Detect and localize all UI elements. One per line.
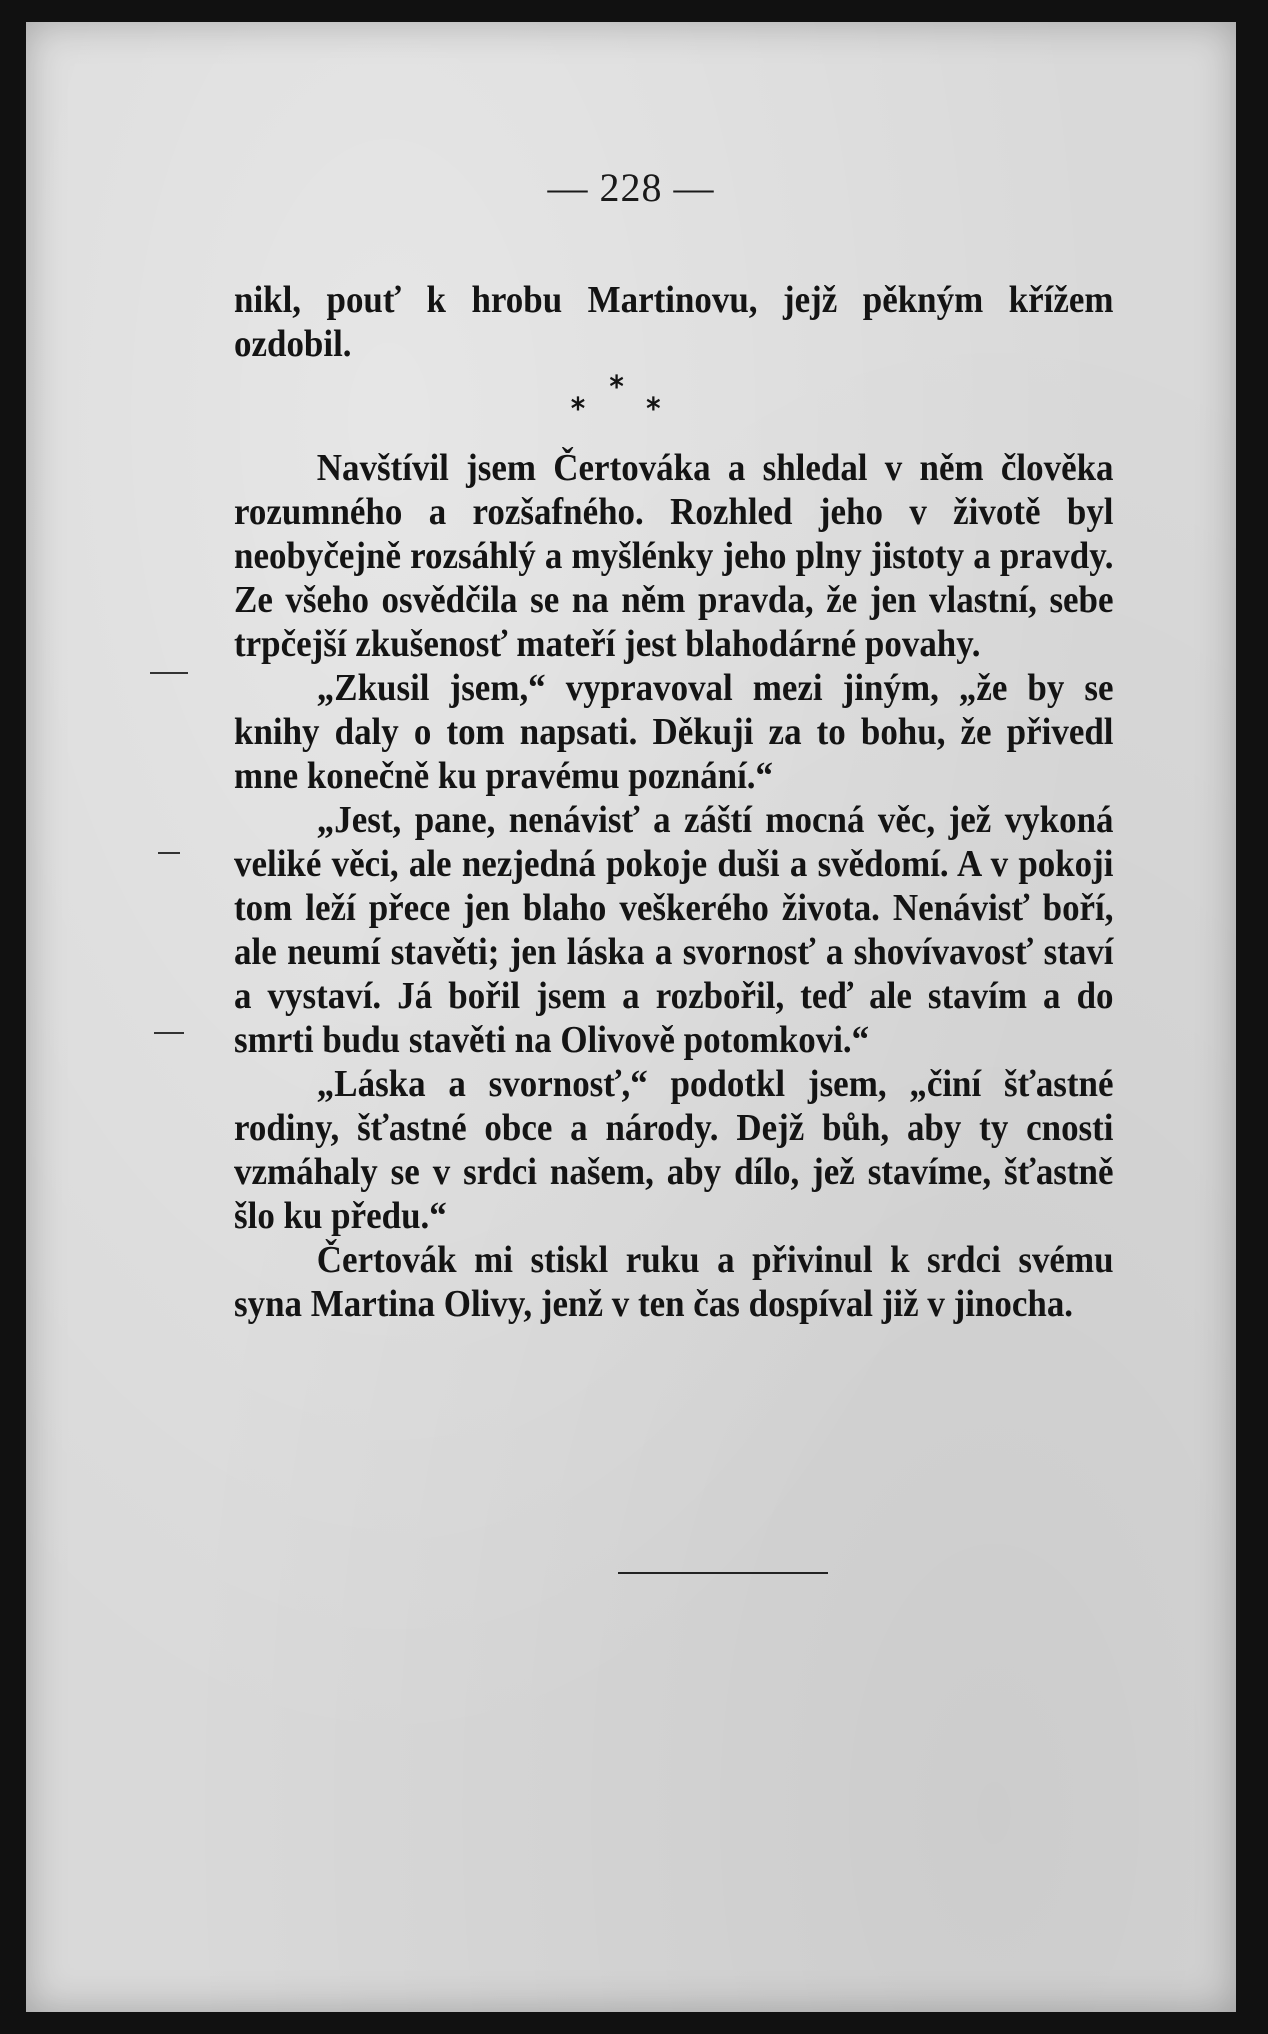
end-rule: [618, 1572, 828, 1574]
paragraph-6: Čertovák mi stiskl ruku a přivinul k srdci svému syna Martina Olivy, jenž v ten čas dospíval již v jinocha.: [234, 1239, 1114, 1325]
book-page: [26, 22, 1236, 2012]
margin-mark: [150, 672, 188, 674]
paragraph-3: „Zkusil jsem,“ vypravoval mezi jiným, „že by se knihy daly o tom napsati. Děkuji za to bohu, že přivedl mne konečně ku pravému poznání.“: [234, 667, 1114, 797]
section-separator: [234, 366, 1114, 446]
paragraph-5: „Láska a svornosť,“ podotkl jsem, „činí šťastné rodiny, šťastné obce a národy. Dejž bůh, aby ty cnosti vzmáhaly se v srdci našem, aby dílo, jež stavíme, šťastně šlo ku předu.“: [234, 1063, 1114, 1237]
asterisk-right: *: [646, 392, 661, 427]
asterisk-left: *: [570, 392, 586, 427]
paragraph-4: „Jest, pane, nenávisť a záští mocná věc, jež vykoná veliké věci, ale nezjedná pokoje duši a svědomí. A v pokoji tom leží přece jen blaho veškerého života. Nenávisť boří, ale neumí stavěti; jen láska a svornosť a shovívavosť staví a vystaví. Já bořil jsem a rozbořil, teď ale stavím a do smrti budu stavěti na Olivově potomkovi.“: [234, 799, 1114, 1061]
asterisk-top: *: [609, 370, 624, 405]
page-number: — 228 —: [547, 165, 715, 210]
paragraph-1: nikl, pouť k hrobu Martinovu, jejž pěkným křížem ozdobil.: [234, 279, 1114, 365]
margin-mark: [154, 1032, 184, 1034]
page-text: [234, 278, 1114, 1326]
margin-mark: [158, 852, 180, 854]
paragraph-2: Navštívil jsem Čertováka a shledal v něm člověka rozumného a rozšafného. Rozhled jeho v životě byl neobyčejně rozsáhlý a myšlénky jeho plny jistoty a pravdy. Ze všeho osvědčila se na něm pravda, že jen vlastní, sebe trpčejší zkušenosť mateří jest blahodárné povahy.: [234, 447, 1114, 665]
